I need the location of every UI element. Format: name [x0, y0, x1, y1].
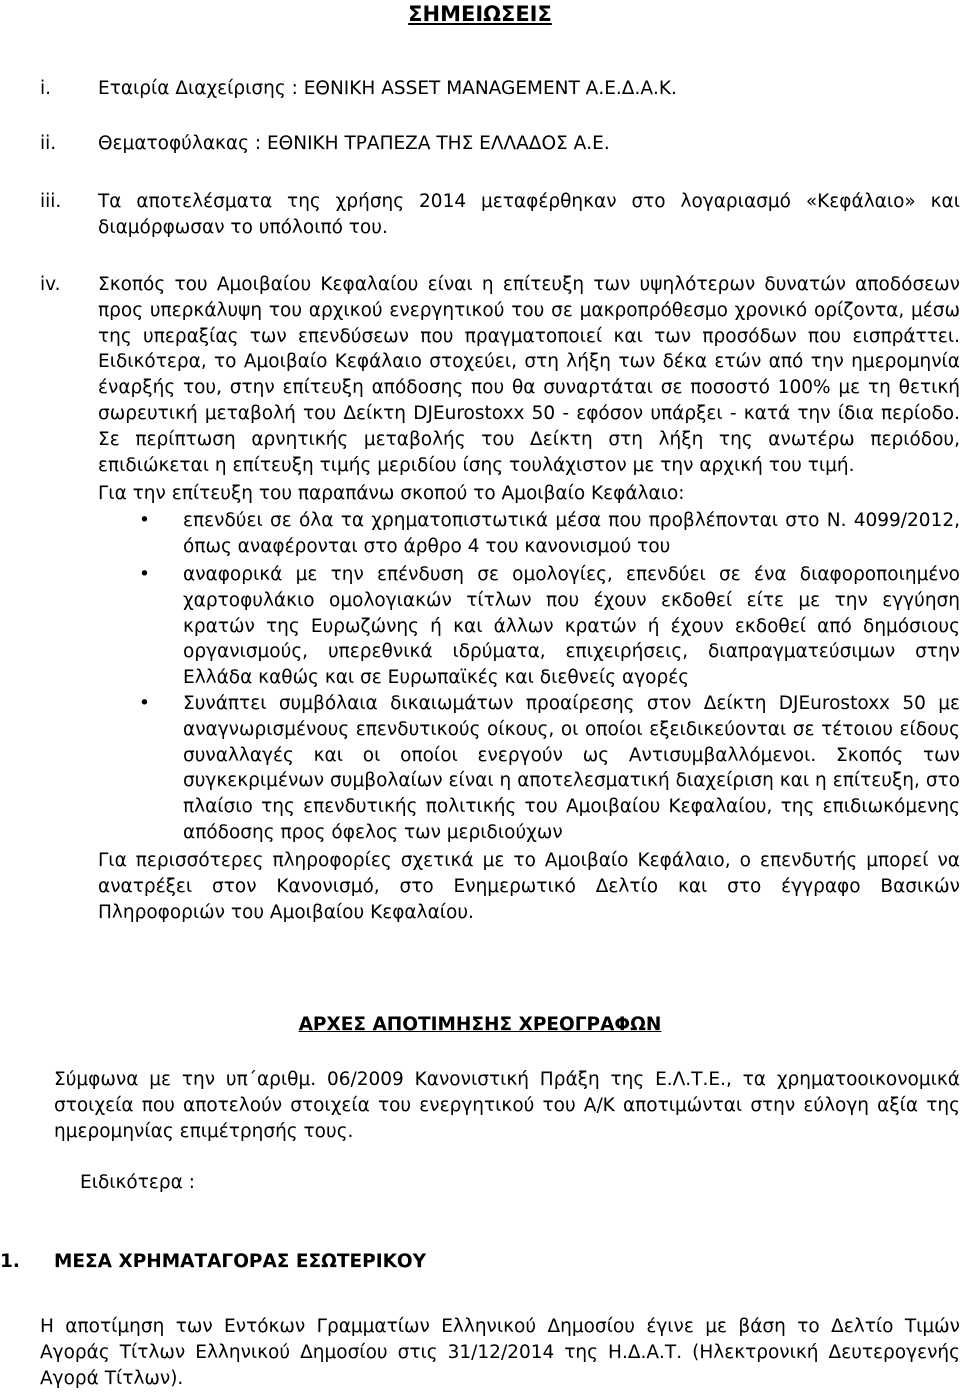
- valuation-paragraph: Σύμφωνα με την υπ΄αριθμ. 06/2009 Κανονιστική Πράξη της Ε.Λ.Τ.Ε., τα χρηματοοικονομικά στοιχεία που αποτελούν στοιχεία του ενεργητικού του Α/Κ αποτιμώνται στην εύλογη αξία της ημερομηνίας επιμέτρησής τους.: [54, 1069, 960, 1142]
- section-number: 1.: [0, 1251, 20, 1272]
- bullet-item: αναφορικά με την επένδυση σε ομολογίες, επενδύει σε ένα διαφοροποιημένο χαρτοφυλάκιο ομολογιακών τίτλων που έχουν εκδοθεί είτε με την εγγύηση κρατών της Ευρωζώνης ή και άλλων κρατών ή έχουν εκδοθεί από δημόσιους οργανισμούς, υπερεθνικά ιδρύματα, επιχειρήσεις, διαπραγματεύσιμων στην Ελλάδα καθώς και σε Ευρωπαϊκές και διεθνείς αγορές: [183, 564, 960, 689]
- page-title: ΣΗΜΕΙΩΣΕΙΣ: [408, 2, 552, 26]
- bullet-item: επενδύει σε όλα τα χρηματοπιστωτικά μέσα που προβλέπονται στο Ν. 4099/2012, όπως αναφέρονται στο άρθρο 4 του κανονισμού του: [183, 510, 960, 557]
- note-marker-i: i.: [40, 78, 52, 99]
- bullet-icon: •: [139, 693, 150, 714]
- section-title: ΜΕΣΑ ΧΡΗΜΑΤΑΓΟΡΑΣ ΕΣΩΤΕΡΙΚΟΥ: [54, 1251, 427, 1272]
- note-management-company: Εταιρία Διαχείρισης : ΕΘΝΙΚΗ ASSET MANAGEMENT Α.Ε.Δ.Α.Κ.: [98, 78, 677, 99]
- note-custodian: Θεματοφύλακας : ΕΘΝΙΚΗ ΤΡΑΠΕΖΑ ΤΗΣ ΕΛΛΑΔΟΣ Α.Ε.: [98, 133, 610, 154]
- section-paragraph: Η αποτίμηση των Εντόκων Γραμματίων Ελληνικού Δημοσίου έγινε με βάση το Δελτίο Τιμών Αγοράς Τίτλων Ελληνικού Δημοσίου στις 31/12/2014 της Η.Δ.Α.Τ. (Ηλεκτρονική Δευτερογενής Αγορά Τίτλων).: [40, 1316, 960, 1389]
- note-results: Τα αποτελέσματα της χρήσης 2014 μεταφέρθηκαν στο λογαριασμό «Κεφάλαιο» και διαμόρφωσαν το υπόλοιπό του.: [98, 191, 960, 238]
- bullet-icon: •: [139, 510, 150, 531]
- note-marker-iii: iii.: [40, 191, 62, 212]
- bullet-icon: •: [139, 564, 150, 585]
- more-info-paragraph: Για περισσότερες πληροφορίες σχετικά με το Αμοιβαίο Κεφάλαιο, ο επενδυτής μπορεί να ανατρέξει στον Κανονισμό, στο Ενημερωτικό Δελτίο και στο έγγραφο Βασικών Πληροφοριών του Αμοιβαίου Κεφαλαίου.: [98, 850, 960, 923]
- objective-intro: Για την επίτευξη του παραπάνω σκοπού το Αμοιβαίο Κεφάλαιο:: [98, 483, 685, 504]
- note-marker-ii: ii.: [40, 133, 57, 154]
- specifically-label: Ειδικότερα :: [80, 1172, 195, 1193]
- bullet-item: Συνάπτει συμβόλαια δικαιωμάτων προαίρεσης στον Δείκτη DJEurostoxx 50 με αναγνωρισμένους επενδυτικούς οίκους, οι οποίοι εξειδικεύονται σε τέτοιου είδους συναλλαγές και οι οποίοι ενεργούν ως Αντισυμβαλλόμενοι. Σκοπός των συγκεκριμένων συμβολαίων είναι η αποτελεσματική διαχείριση και η επίτευξη, στο πλαίσιο της επενδυτικής πολιτικής του Αμοιβαίου Κεφαλαίου, της επιδιωκόμενης απόδοσης προς όφελος των μεριδιούχων: [183, 693, 960, 843]
- note-marker-iv: iv.: [40, 274, 61, 295]
- valuation-title: ΑΡΧΕΣ ΑΠΟΤΙΜΗΣΗΣ ΧΡΕΟΓΡΑΦΩΝ: [298, 1014, 662, 1035]
- note-fund-objective: Σκοπός του Αμοιβαίου Κεφαλαίου είναι η επίτευξη των υψηλότερων δυνατών αποδόσεων προς υπερκάλυψη του αρχικού ενεργητικού του σε μακροπρόθεσμο χρονικό ορίζοντα, μέσω της υπεραξίας των επενδύσεων που πραγματοποιεί και των προσόδων που εισπράττει. Ειδικότερα, το Αμοιβαίο Κεφάλαιο στοχεύει, στη λήξη των δέκα ετών από την ημερομηνία έναρξής του, στην επίτευξη απόδοσης που θα συναρτάται σε ποσοστό 100% με τη θετική σωρευτική μεταβολή του Δείκτη DJEurostoxx 50 - εφόσον υπάρξει - κατά την ίδια περίοδο. Σε περίπτωση αρνητικής μεταβολής του Δείκτη στη λήξη της ανωτέρω περιόδου, επιδιώκεται η επίτευξη τιμής μεριδίου ίσης τουλάχιστον με την αρχική του τιμή.: [98, 274, 960, 476]
